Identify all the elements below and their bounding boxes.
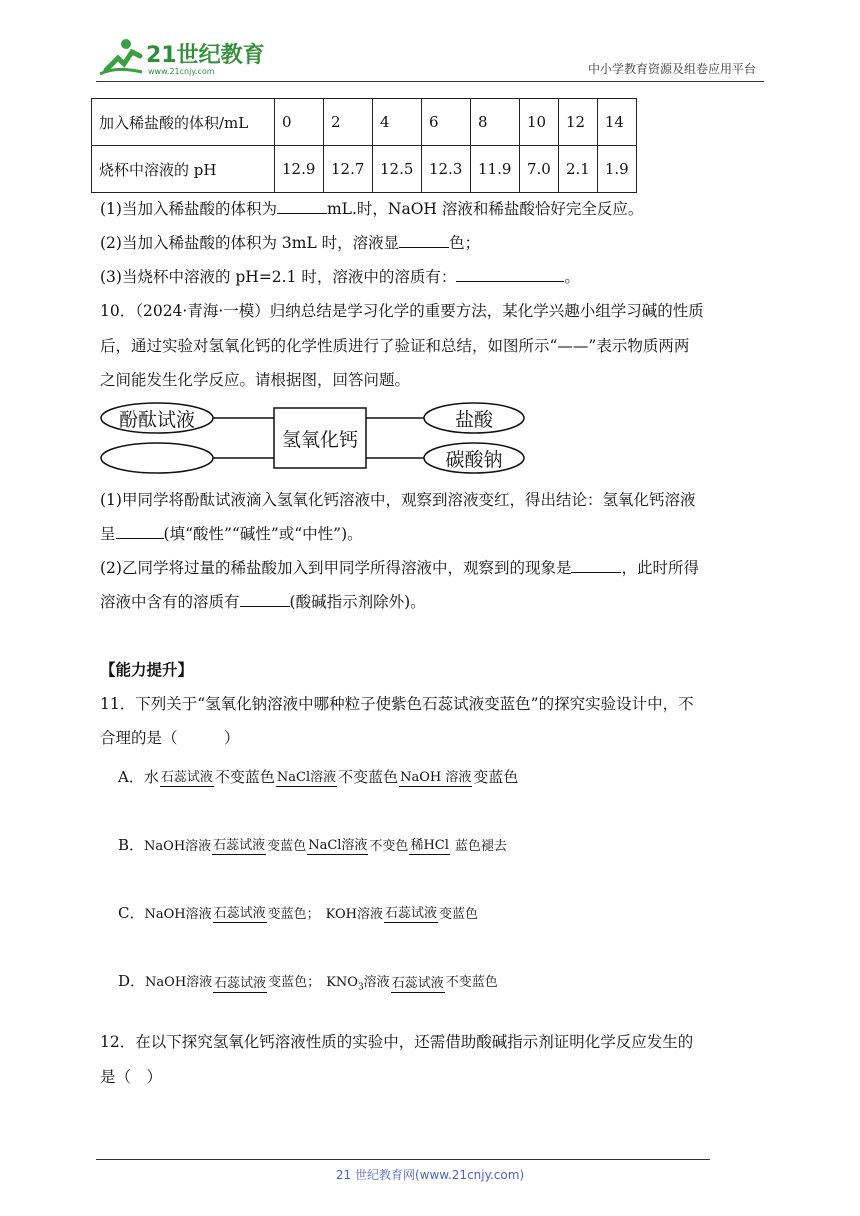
diagram-node-bottom-right: 碳酸钠 [445,449,503,471]
q10-stem-line3: 之间能发生化学反应。请根据图，回答问题。 [100,371,411,389]
q10-part1-text-b: (填“酸性”“碱性”或“中性”)。 [163,525,363,543]
header-platform-text: 中小学教育资源及组卷应用平台 [587,62,756,76]
option-substance: NaOH溶液 [145,975,213,990]
table-cell: 11.9 [471,146,520,193]
q10-stem-line2: 后，通过实验对氢氧化钙的化学性质进行了验证和总结，如图所示“——”表示物质两两 [100,337,690,355]
q10-stem-line1: 10．（2024·青海·一模）归纳总结是学习化学的重要方法，某化学兴趣小组学习碱的性质 [100,302,704,320]
reaction-arrow [213,976,267,993]
q9-part2-text-a: (2)当加入稀盐酸的体积为 3mL 时，溶液显 [100,234,400,252]
q11-stem-line2: 合理的是（ ） [100,729,240,747]
reaction-arrow [391,976,445,993]
q9-part3-text-a: (3)当烧杯中溶液的 pH=2.1 时，溶液中的溶质有： [100,268,457,286]
q9-part1 [100,199,643,219]
q10-part2-text-c: 溶液中含有的溶质有 [100,593,240,611]
option-label: D． [118,972,146,990]
option-result: 不变蓝色 [445,975,498,990]
reaction-arrow [213,906,267,923]
q10-part2-line1 [100,558,699,578]
header-divider [96,81,764,82]
q11-stem-line1: 11．下列关于“氢氧化钠溶液中哪种粒子使紫色石蕊试液变蓝色”的探究实验设计中，不 [100,695,694,713]
table-cell: 12.7 [324,146,373,193]
answer-blank[interactable] [240,592,290,607]
table-cell: 12.9 [275,146,324,193]
option-result: 不变色 [369,839,409,854]
table-cell: 10 [520,99,559,146]
q10-part1-line2 [100,524,363,544]
option-result: 变蓝色； [267,907,320,922]
option-result: 蓝色褪去 [454,839,507,854]
answer-blank[interactable] [571,558,621,573]
reagent-label: NaCl溶液 [276,770,337,785]
option-substance: NaOH溶液 [144,907,212,922]
option-label: C． [118,904,145,922]
reaction-arrow [384,906,438,923]
reagent-label: NaOH 溶液 [400,770,472,785]
reaction-arrow [160,770,214,787]
table-cell: 12.5 [373,146,422,193]
option-result: 变蓝色 [439,907,479,922]
table-cell: 1.9 [597,146,636,193]
runner-icon [96,36,266,80]
reaction-arrow [212,838,266,855]
answer-blank[interactable] [116,524,164,539]
table-cell: 8 [471,99,520,146]
option-substance: 水 [143,768,159,786]
q10-part2-text-a: (2)乙同学将过量的稀盐酸加入到甲同学所得溶液中，观察到的现象是 [100,559,572,577]
ph-table [91,98,637,193]
reaction-diagram [100,402,530,476]
reaction-arrow [399,770,472,787]
option-label: A． [118,768,144,786]
reagent-label: 石蕊试液 [160,770,213,785]
q9-part2 [100,233,480,253]
option-substance: $KNO_3$溶液 [326,975,390,993]
reagent-label: 石蕊试液 [214,975,267,991]
table-cell: 6 [422,99,471,146]
reagent-label: 石蕊试液 [391,975,444,991]
q11-option-a[interactable] [118,766,518,787]
reaction-arrow [307,838,368,855]
table-row-label: 烧杯中溶液的 pH [92,146,275,193]
answer-blank[interactable] [277,199,327,214]
table-cell: 12.3 [422,146,471,193]
reagent-label: 石蕊试液 [213,838,266,853]
q9-part1-text-a: (1)当加入稀盐酸的体积为 [100,200,277,218]
answer-blank[interactable] [456,267,564,282]
table-row-label: 加入稀盐酸的体积/mL [92,99,275,146]
diagram-node-top-right: 盐酸 [454,409,493,431]
option-result: 变蓝色； [268,975,321,990]
reagent-label: NaCl溶液 [308,838,368,853]
footer-text[interactable]: 21 世纪教育网(www.21cnjy.com) [335,1168,525,1182]
table-row [92,99,637,146]
diagram-node-center: 氢氧化钙 [281,429,358,451]
table-cell: 14 [597,99,636,146]
table-cell: 0 [275,99,324,146]
reagent-label: 石蕊试液 [385,906,438,921]
option-substance: KOH溶液 [325,907,383,922]
q11-option-b[interactable] [118,834,507,855]
option-result: 不变蓝色 [338,768,399,786]
option-label: B． [118,836,145,854]
reaction-arrow [276,770,337,787]
footer-divider [96,1159,710,1160]
reagent-label: 稀HCl [410,838,449,853]
option-result: 变蓝色 [473,768,519,786]
option-result: 不变蓝色 [214,768,275,786]
q10-part1-text-a: 呈 [100,525,116,543]
q11-option-d[interactable] [118,970,498,993]
q12-stem-line2: 是（ ） [100,1068,163,1086]
q9-part3 [100,267,580,287]
table-cell: 2.1 [559,146,598,193]
table-cell: 7.0 [520,146,559,193]
logo-text: 21世纪教育 [146,43,265,68]
q11-option-c[interactable] [118,902,478,923]
table-row [92,146,637,193]
q10-part2-text-b: ，此时所得 [621,559,699,577]
logo-url: www.21cnjy.com [148,67,215,76]
q10-part1-line1: (1)甲同学将酚酞试液滴入氢氧化钙溶液中，观察到溶液变红，得出结论：氢氧化钙溶液 [100,491,696,509]
reagent-label: 石蕊试液 [213,906,266,921]
option-result: 变蓝色 [267,839,307,854]
q9-part3-text-b: 。 [564,268,580,286]
table-cell: 12 [559,99,598,146]
section-title: 【能力提升】 [100,660,194,679]
q9-part1-text-b: mL.时，NaOH 溶液和稀盐酸恰好完全反应。 [326,200,644,218]
site-logo [96,36,266,80]
table-cell: 2 [324,99,373,146]
reaction-arrow [409,838,449,855]
q10-part2-text-d: (酸碱指示剂除外)。 [289,593,426,611]
answer-blank[interactable] [399,233,449,248]
table-cell: 4 [373,99,422,146]
diagram-node-top-left: 酚酞试液 [118,409,195,431]
option-substance: NaOH溶液 [144,839,212,854]
q9-part2-text-b: 色； [449,234,481,252]
q12-stem-line1: 12．在以下探究氢氧化钙溶液性质的实验中，还需借助酸碱指示剂证明化学反应发生的 [100,1033,694,1051]
q10-part2-line2 [100,592,426,612]
